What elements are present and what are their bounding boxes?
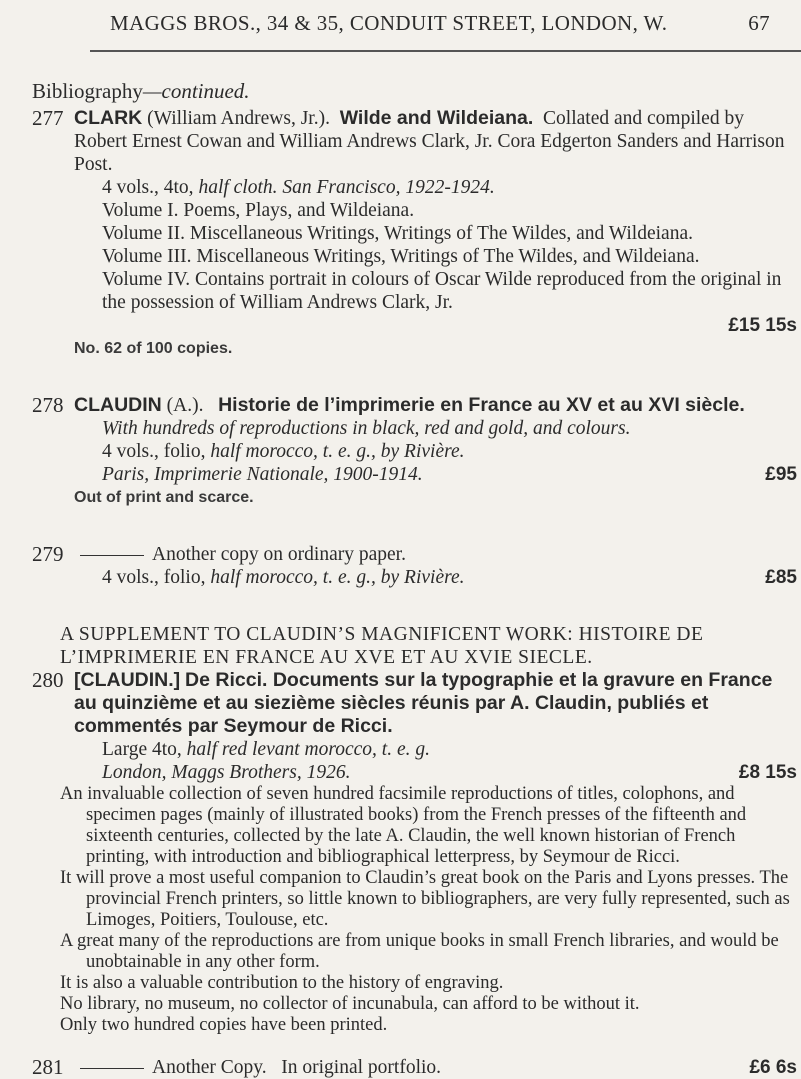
entry-format: Large 4to, xyxy=(102,739,182,760)
entry-number: 278 xyxy=(32,393,64,417)
entry-number: 277 xyxy=(32,106,64,130)
catalogue-entry-278 xyxy=(32,394,797,509)
entry-format: 4 vols., 4to, xyxy=(102,177,194,198)
entry-price: £8 15s xyxy=(738,762,797,783)
page-header xyxy=(110,12,770,35)
catalogue-entry-281 xyxy=(32,1056,797,1079)
entry-author: [CLAUDIN.] xyxy=(74,669,181,691)
catalogue-entry-280 xyxy=(32,623,797,1036)
entry-author: CLARK xyxy=(74,107,143,129)
entry-format: 4 vols., folio, xyxy=(102,567,206,588)
entry-number: 280 xyxy=(32,668,64,692)
entry-binding: half morocco, t. e. g., by Rivière. xyxy=(210,567,465,588)
entry-number: 281 xyxy=(32,1055,64,1079)
ditto-dash xyxy=(80,555,144,556)
catalogue-content xyxy=(32,80,797,1079)
entry-imprint: London, Maggs Brothers, 1926. xyxy=(102,762,351,783)
description-paragraph: An invaluable collection of seven hundred facsimile reproductions of titles, colophons, and specimen pages (mainly of illustrated books) from the French presses of the fifteenth and sixteenth centuries, collected by the late A. Claudin, the well known historian of French printing, with introduction and bibliographical letterpress, by Seymour de Ricci. xyxy=(60,784,747,867)
header-title: MAGGS BROS., 34 & 35, CONDUIT STREET, LONDON, W. xyxy=(110,11,668,35)
entry-price: £6 6s xyxy=(749,1057,797,1078)
entry-price: £85 xyxy=(765,567,797,588)
header-rule xyxy=(90,50,801,52)
catalogue-entry-277 xyxy=(32,107,797,360)
volume-line: Volume II. Miscellaneous Writings, Writings of The Wildes, and Wildeiana. xyxy=(102,223,693,244)
entry-subtitle: With hundreds of reproductions in black, red and gold, and colours. xyxy=(102,418,631,439)
volume-line: Volume I. Poems, Plays, and Wildeiana. xyxy=(102,200,415,221)
entry-number: 279 xyxy=(32,542,64,566)
entry-note: Out of print and scarce. xyxy=(74,489,254,506)
entry-binding: half cloth. xyxy=(198,177,278,198)
description-paragraph: It will prove a most useful companion to Claudin’s great book on the Paris and Lyons presses. The provincial French printers, so little known to bibliographers, are very fully represented, such as Limoges, Poitiers, Toulouse, etc. xyxy=(60,868,790,930)
supplement-heading: A SUPPLEMENT TO CLAUDIN’S MAGNIFICENT WORK: HISTOIRE DE L’IMPRIMERIE EN FRANCE AU XVE ET AU XVIE SIECLE. xyxy=(60,624,704,668)
entry-title: Wilde and Wildeiana. xyxy=(339,107,534,129)
entry-note: No. 62 of 100 copies. xyxy=(74,340,233,357)
description-paragraph: Only two hundred copies have been printed. xyxy=(60,1015,388,1035)
page-number: 67 xyxy=(748,11,770,35)
entry-text: Collated and compiled by Robert Ernest Cowan and William Andrews Clark, Jr. Cora Edgerton Sanders and Harrison Post. xyxy=(74,108,785,175)
section-title: Bibliography—continued. xyxy=(32,79,250,103)
entry-author: CLAUDIN xyxy=(74,394,162,416)
volume-line: Volume IV. Contains portrait in colours of Oscar Wilde reproduced from the original in the possession of William Andrews Clark, Jr. xyxy=(102,269,782,313)
catalogue-entry-279 xyxy=(32,543,797,589)
entry-binding: half morocco, t. e. g., by Rivière. xyxy=(210,441,465,462)
entry-price: £95 xyxy=(765,464,797,485)
entry-text: Another copy on ordinary paper. xyxy=(152,544,406,565)
description-paragraph: A great many of the reproductions are from unique books in small French libraries, and would be unobtainable in any other form. xyxy=(60,931,779,972)
entry-title: Historie de l’imprimerie en France au XV et au XVI siècle. xyxy=(218,394,745,416)
volume-line: Volume III. Miscellaneous Writings, Writings of The Wildes, and Wildeiana. xyxy=(102,246,700,267)
ditto-dash xyxy=(80,1068,144,1069)
description-paragraph: It is also a valuable contribution to the history of engraving. xyxy=(60,973,504,993)
entry-extra: In original portfolio. xyxy=(281,1057,442,1078)
entry-binding: half red levant morocco, t. e. g. xyxy=(186,739,430,760)
entry-author-detail: (A.). xyxy=(166,395,204,416)
entry-text: Another Copy. xyxy=(152,1057,267,1078)
entry-imprint: Paris, Imprimerie Nationale, 1900-1914. xyxy=(102,464,423,485)
description-paragraph: No library, no museum, no collector of incunabula, can afford to be without it. xyxy=(60,994,640,1014)
entry-title: De Ricci. Documents sur la typographie et la gravure en France au quinzième et au siezième siècles réunis par A. Claudin, publiés et commentés par Seymour de Ricci. xyxy=(74,669,773,737)
entry-imprint: San Francisco, 1922-1924. xyxy=(282,177,495,198)
entry-price: £15 15s xyxy=(728,315,797,336)
entry-author-detail: (William Andrews, Jr.). xyxy=(147,108,330,129)
entry-format: 4 vols., folio, xyxy=(102,441,206,462)
